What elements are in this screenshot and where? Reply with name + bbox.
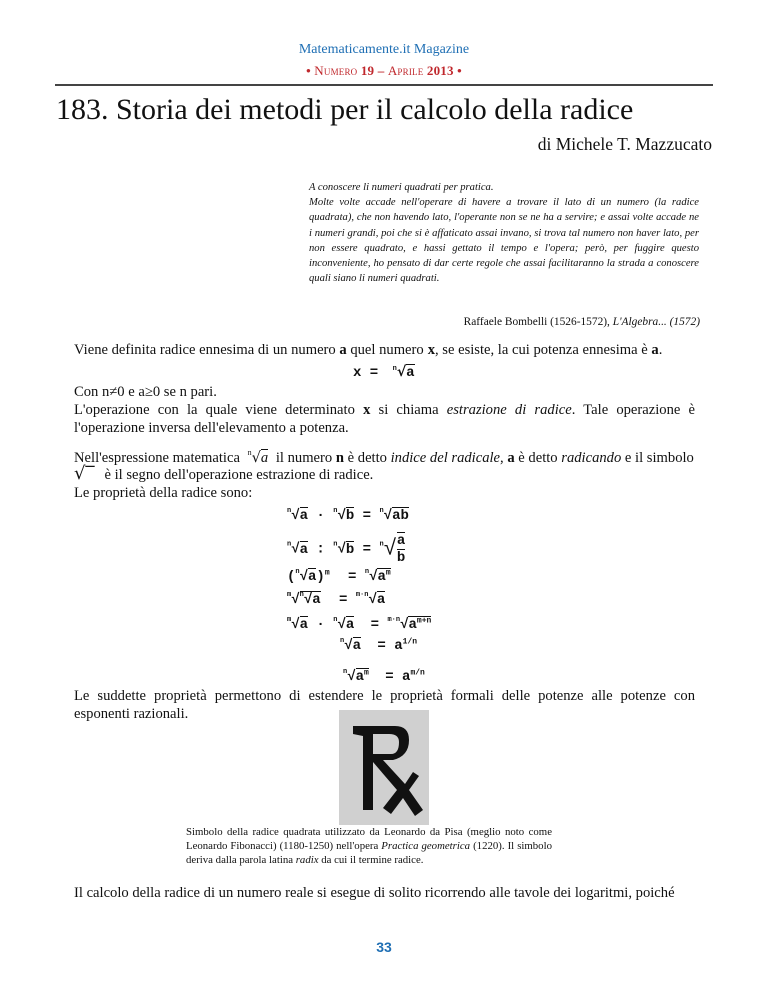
paragraph-logarithms: Il calcolo della radice di un numero reale si esegue di solito ricorrendo alle tavole dei logaritmi, poiché — [74, 885, 675, 901]
page-number: 33 — [376, 939, 392, 955]
property-quotient: $^n$√a : $^n$√b = $^n$√ $\frac{a}{b}$ — [287, 533, 406, 566]
paren: ) — [316, 569, 325, 585]
radicand: a — [352, 638, 362, 654]
text: Practica geometrica — [381, 840, 471, 852]
citation-author: Raffaele Bombelli (1526-1572), — [463, 316, 610, 328]
radical: $^n$√a — [392, 364, 415, 381]
equals: = — [362, 541, 372, 558]
denominator: b — [396, 550, 406, 566]
radical-index: n — [340, 637, 345, 645]
bullet: • — [306, 63, 311, 78]
base: a — [394, 638, 403, 654]
issue-number: 19 — [360, 63, 375, 78]
property-mixed-product: $^m√a \cdot ^n√a = ^{m\cdot n}√a^{m+n}$ — [287, 616, 432, 633]
equals: = — [348, 569, 357, 585]
radical-inline: $^n$√a — [247, 448, 269, 466]
radical-index: m·n — [355, 591, 369, 599]
issue-line — [0, 63, 768, 79]
paragraph-expression — [74, 444, 695, 467]
paren: ( — [287, 569, 296, 585]
text: x — [363, 402, 371, 418]
exponent: m+n — [416, 616, 432, 626]
operator: · — [316, 508, 325, 524]
fraction — [397, 532, 405, 566]
radicand: a — [260, 450, 269, 466]
text: si chiama — [378, 402, 439, 418]
radical-index: n — [333, 616, 338, 624]
radical-index: n — [295, 568, 300, 576]
bullet: • — [457, 63, 462, 78]
text: radicando — [561, 450, 622, 466]
exponent: m — [324, 568, 330, 578]
issue-label: Numero — [314, 63, 358, 78]
text: a — [651, 342, 659, 358]
paragraph-symbol — [74, 465, 695, 484]
citation-work: L'Algebra... (1572) — [612, 316, 700, 328]
radicand: b — [345, 508, 355, 524]
epigraph-heading: A conoscere li numeri quadrati per pratica. — [309, 182, 494, 193]
radical-index: n — [287, 507, 292, 515]
equals: = — [385, 669, 394, 685]
radicand: a — [312, 592, 321, 608]
operator: : — [316, 541, 325, 558]
epigraph-citation — [464, 316, 700, 328]
equation-main — [353, 364, 415, 381]
radical-index: n — [343, 668, 348, 676]
radicand: a — [355, 669, 365, 685]
issue-month: Aprile — [387, 63, 424, 78]
article-author: di Michele T. Mazzucato — [537, 134, 712, 154]
magazine-name: Matematicamente.it Magazine — [298, 42, 470, 57]
equals: = — [339, 592, 348, 608]
text: (1220). Il simbolo deriva dalla parola latina — [186, 840, 552, 866]
text: Nell'espressione matematica — [74, 450, 240, 466]
operator: · — [316, 617, 325, 633]
base: a — [402, 669, 411, 685]
radicand: a — [377, 569, 386, 585]
exponent: m — [364, 668, 369, 678]
text: Viene definita radice ennesima di un numero — [74, 342, 336, 358]
radical-index: m·n — [387, 616, 401, 624]
radical-sign-icon: √‾ — [74, 463, 95, 484]
paragraph-condition: Con n≠0 e a≥0 se n pari. — [74, 384, 217, 400]
radicand: a — [408, 617, 417, 633]
property-reciprocal-exponent: $^n√a = a^{1/n}$ — [340, 637, 418, 654]
radical-index: m — [287, 591, 292, 599]
exponent: 1/n — [402, 637, 418, 647]
text: a — [507, 450, 515, 466]
text: estrazione di radice — [446, 402, 572, 418]
radical-index: n — [299, 591, 304, 599]
paragraph-operation — [74, 401, 695, 437]
radical-index: n — [379, 540, 384, 549]
text: . — [658, 342, 663, 358]
text: , se esiste, la cui potenza ennesima è — [434, 342, 648, 358]
text: indice del radicale — [390, 450, 501, 466]
dash: – — [377, 63, 385, 78]
paragraph-definition — [74, 341, 695, 359]
recipe-symbol-icon — [339, 710, 429, 825]
text: a — [339, 342, 347, 358]
radicand: b — [345, 541, 355, 558]
radical-index: n — [333, 540, 338, 549]
text: . Tale operazione è l'operazione inversa dell'elevamento a potenza. — [74, 402, 695, 436]
radical-index: m — [287, 616, 292, 624]
article-title: 183. Storia dei metodi per il calcolo della radice — [56, 93, 634, 126]
equals: = — [377, 638, 386, 654]
text: è detto — [347, 450, 387, 466]
text: Simbolo della radice quadrata utilizzato da Leonardo da Pisa (meglio noto come Leonardo Fibonacci) (1180-1250) nell'opera — [186, 826, 552, 852]
radicand: a — [345, 617, 355, 633]
property-power: $(^n√a)^m = ^n√a^m$ — [287, 568, 391, 585]
exponent: m/n — [410, 668, 425, 678]
text: da cui il termine radice. — [321, 854, 424, 866]
paragraph-extension: Le suddette proprietà permettono di estendere le proprietà formali delle potenze alle potenze con esponenti razionali. — [74, 688, 695, 722]
text: x — [427, 342, 435, 358]
radical-index: n — [364, 568, 370, 576]
text: , — [500, 450, 504, 466]
radical-index: n — [247, 448, 252, 457]
text: è il segno dell'operazione estrazione di radice. — [104, 467, 374, 483]
radical-index: n — [392, 365, 397, 373]
radical-index: n — [379, 507, 384, 515]
eq-lhs: x = — [353, 365, 379, 381]
radix-symbol-figure — [339, 710, 429, 825]
text: radix — [295, 854, 319, 866]
property-product: $^n$√a · $^n$√b = $^n$√ab — [287, 507, 409, 524]
property-nested: $^m$√$^n$√a = $^{m\cdot n}$√a — [287, 591, 386, 608]
radicand: a — [376, 592, 386, 608]
text: è detto — [518, 450, 558, 466]
equals: = — [370, 617, 380, 633]
property-rational-exponent: $^n√a^m = a^{m/n}$ — [343, 668, 425, 685]
equals: = — [362, 508, 372, 524]
header-rule — [55, 84, 713, 86]
text: quel numero — [350, 342, 424, 358]
radical-index: n — [287, 540, 292, 549]
text: n — [335, 450, 344, 466]
radicand: ab — [392, 508, 409, 524]
radicand: a — [299, 617, 309, 633]
radicand: a — [406, 365, 415, 381]
epigraph-text: Molte volte accade nell'operare di havere a trovare il lato di un numero (la radice quadrata), che non havendo lato, l'operante non se ne ha a servire; e assai volte accade ne i numeri grandi, poi che si è affaticato assai invano, si trova tal numero non haver lato, per non essere quadrato, e hassi gettato il tempo e l'opera; però, per fuggire questo inconveniente, ho pensato di dar certe regole che assai facilitaranno la strada a conoscere quali siano li numeri quadrati. — [309, 197, 699, 285]
paragraph-properties-intro: Le proprietà della radice sono: — [74, 485, 253, 501]
radicand: a — [308, 569, 317, 585]
numerator: a — [396, 533, 406, 549]
exponent: m — [385, 568, 391, 578]
radicand: a — [299, 541, 309, 558]
epigraph — [309, 180, 699, 286]
radical-index: n — [333, 507, 338, 515]
paragraph-rational-exponents — [74, 667, 695, 685]
text: e il simbolo — [624, 450, 694, 466]
radicand: a — [299, 508, 309, 524]
text: L'operazione con la quale viene determinato — [74, 402, 355, 418]
issue-year: 2013 — [426, 63, 454, 78]
figure-caption — [186, 825, 552, 867]
text: il numero — [275, 450, 333, 466]
